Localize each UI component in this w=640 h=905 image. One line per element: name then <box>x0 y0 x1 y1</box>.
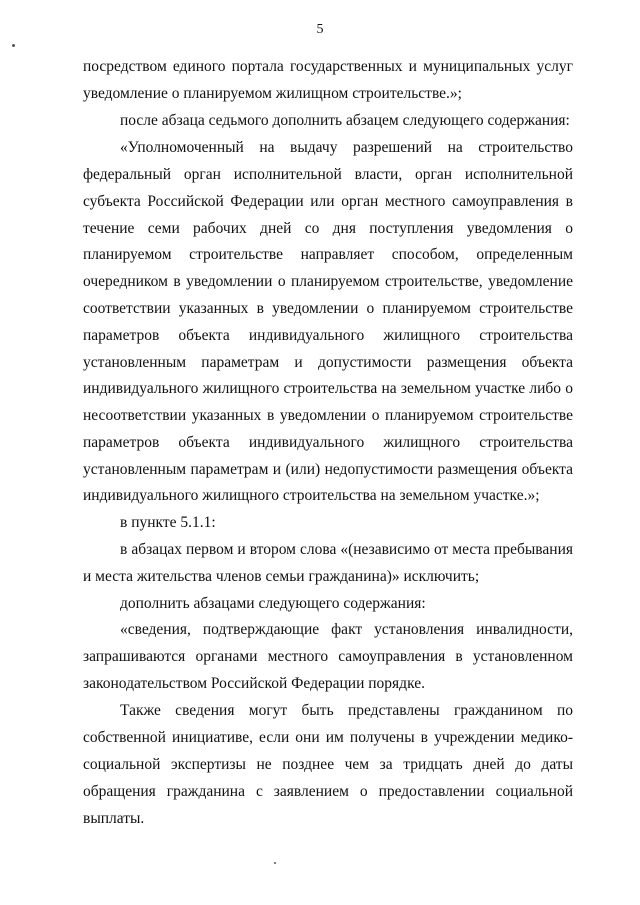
text-line: соответствии указанных в уведомлении о планируемом строительстве <box>83 300 573 317</box>
scan-speck <box>274 862 276 864</box>
text-line: посредством единого портала государственных и муниципальных услуг <box>83 58 573 75</box>
text-line: течение семи рабочих дней со дня поступления уведомления о <box>83 220 573 237</box>
text-line: социальной экспертизы не позднее чем за тридцать дней до даты <box>83 756 573 773</box>
text-line: дополнить абзацами следующего содержания: <box>120 595 426 612</box>
text-line: собственной инициативе, если они им получены в учреждении медико- <box>83 729 573 746</box>
text-line: параметров объекта индивидуального жилищного строительства <box>83 327 573 344</box>
text-line: несоответствии указанных в уведомлении о планируемом строительстве <box>83 407 573 424</box>
text-line: индивидуального жилищного строительства на земельном участке либо о <box>83 380 573 397</box>
text-line: и места жительства членов семьи гражданина)» исключить; <box>83 568 480 585</box>
text-line: «сведения, подтверждающие факт установления инвалидности, <box>120 621 573 638</box>
text-line: выплаты. <box>83 810 145 827</box>
text-line: индивидуального жилищного строительства на земельном участке.»; <box>83 487 540 504</box>
scan-speck <box>12 44 15 47</box>
text-line: после абзаца седьмого дополнить абзацем следующего содержания: <box>120 112 570 129</box>
text-line: очередником в уведомлении о планируемом строительстве, уведомление <box>83 273 573 290</box>
text-line: планируемом строительстве направляет способом, определенным <box>83 246 573 263</box>
text-line: субъекта Российской Федерации или орган местного самоуправления в <box>83 193 573 210</box>
text-line: законодательством Российской Федерации порядке. <box>83 675 425 692</box>
text-line: установленным параметрам и (или) недопустимости размещения объекта <box>83 461 573 478</box>
text-line: в абзацах первом и втором слова «(независимо от места пребывания <box>120 541 573 558</box>
text-line: Также сведения могут быть представлены гражданином по <box>120 702 573 719</box>
text-line: запрашиваются органами местного самоуправления в установленном <box>83 648 573 665</box>
text-line: «Уполномоченный на выдачу разрешений на строительство <box>120 139 573 156</box>
text-line: уведомление о планируемом жилищном строительстве.»; <box>83 85 462 102</box>
text-line: федеральный орган исполнительной власти, орган исполнительной <box>83 166 573 183</box>
text-line: параметров объекта индивидуального жилищного строительства <box>83 434 573 451</box>
page-number: 5 <box>316 22 324 37</box>
text-line: в пункте 5.1.1: <box>120 514 216 531</box>
text-line: установленным параметрам и допустимости размещения объекта <box>83 354 573 371</box>
text-line: обращения гражданина с заявлением о предоставлении социальной <box>83 783 573 800</box>
